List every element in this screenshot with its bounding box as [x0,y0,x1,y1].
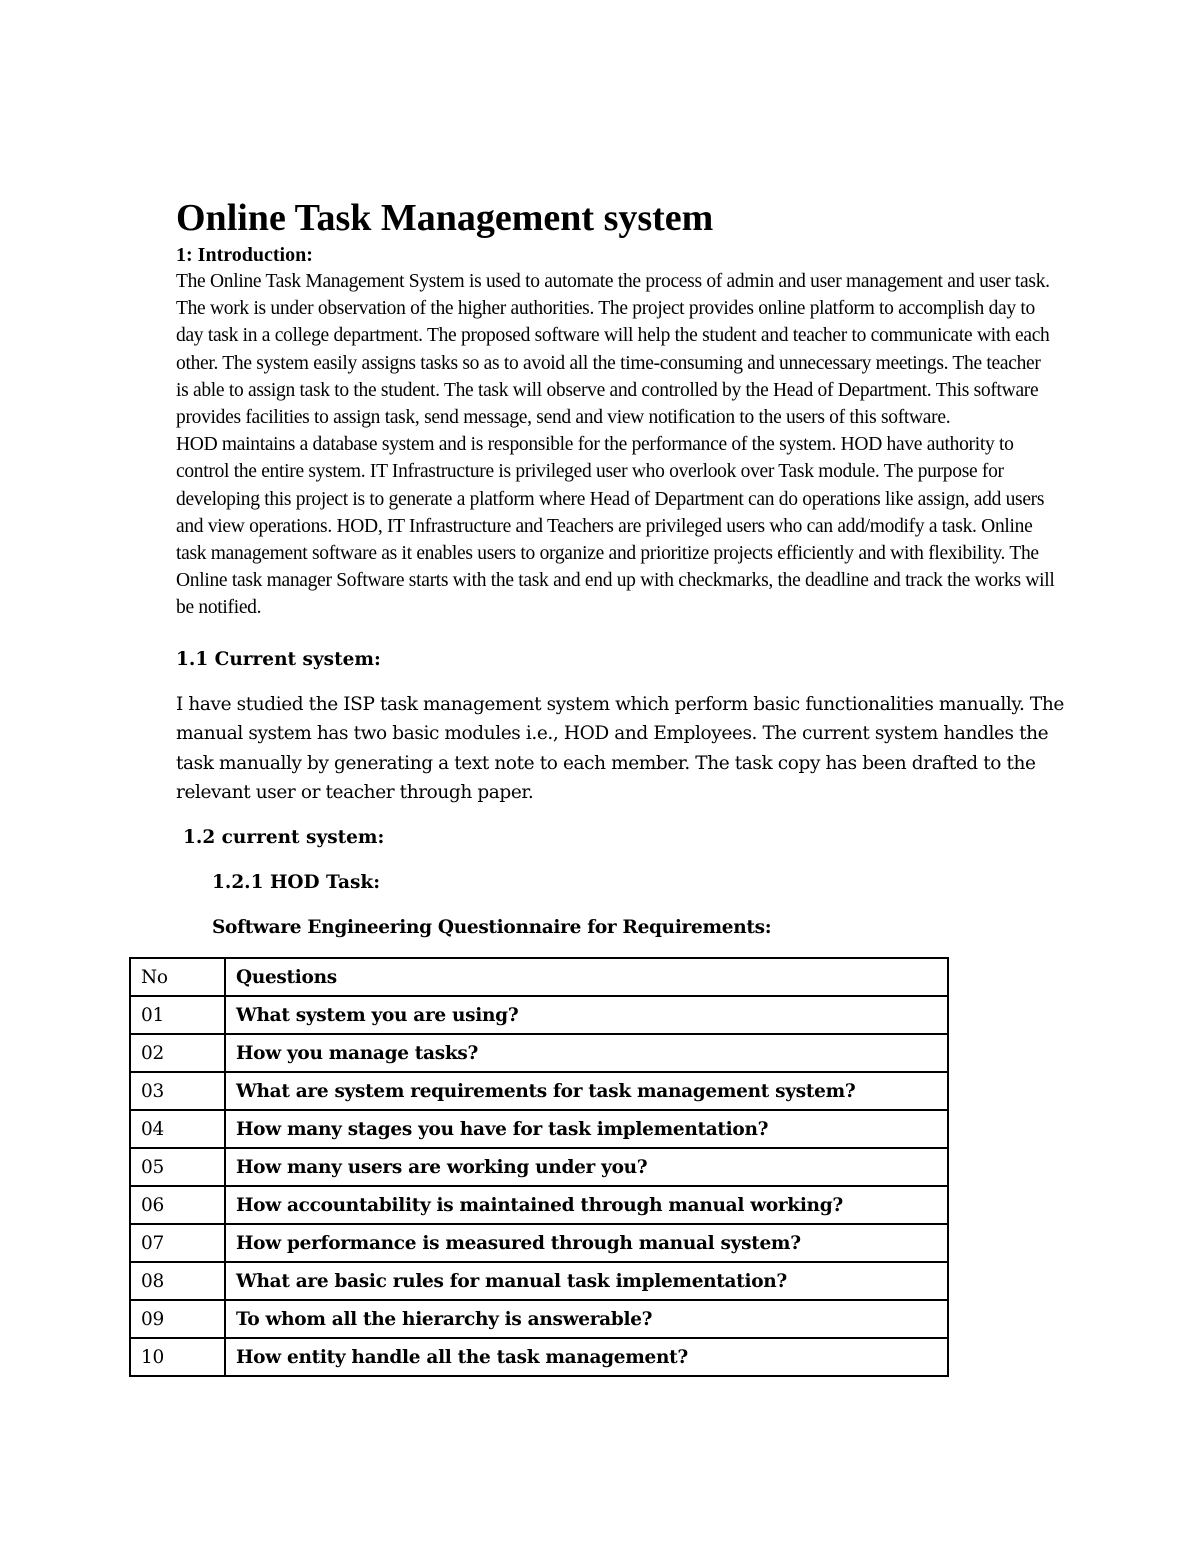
row-question: What system you are using? [225,996,948,1034]
table-row [130,1300,948,1338]
row-question: To whom all the hierarchy is answerable? [225,1300,948,1338]
current-system-2-heading: 1.2 current system: [183,827,385,848]
row-question: How you manage tasks? [225,1034,948,1072]
row-question: How many users are working under you? [225,1148,948,1186]
current-system-body [176,690,1066,807]
column-header-questions: Questions [225,958,948,996]
questionnaire-heading: Software Engineering Questionnaire for Requirements: [212,917,772,938]
column-header-no: No [130,958,225,996]
row-question: How entity handle all the task management? [225,1338,948,1376]
hod-task-heading: 1.2.1 HOD Task: [212,872,381,893]
introduction-paragraph: HOD maintains a database system and is responsible for the performance of the system. HOD have authority to control the entire system. IT Infrastructure is privileged user who overlook over Task module. The purpose for developing this project is to generate a platform where Head of Department can do operations like assign, add users and view operations. HOD, IT Infrastructure and Teachers are privileged users who can add/modify a task. Online task management software as it enables users to organize and prioritize projects efficiently and with flexibility. The Online task manager Software starts with the task and end up with checkmarks, the deadline and track the works will be notified. [176,434,1055,619]
table-row [130,1110,948,1148]
row-question: What are system requirements for task management system? [225,1072,948,1110]
current-system-heading: 1.1 Current system: [176,649,381,670]
table-row [130,1224,948,1262]
introduction-heading: 1: Introduction: [176,244,313,266]
row-question: How accountability is maintained through manual working? [225,1186,948,1224]
row-number: 06 [130,1186,225,1224]
row-number: 05 [130,1148,225,1186]
row-question: How many stages you have for task implementation? [225,1110,948,1148]
table-row [130,1034,948,1072]
current-system-paragraph: I have studied the ISP task management system which perform basic functionalities manually. The manual system has two basic modules i.e., HOD and Employees. The current system handles the task manually by generating a text note to each member. The task copy has been drafted to the relevant user or teacher through paper. [176,694,1064,803]
row-number: 01 [130,996,225,1034]
row-number: 04 [130,1110,225,1148]
row-number: 10 [130,1338,225,1376]
row-question: How performance is measured through manual system? [225,1224,948,1262]
table-row [130,1148,948,1186]
row-number: 09 [130,1300,225,1338]
row-number: 02 [130,1034,225,1072]
row-number: 03 [130,1072,225,1110]
introduction-paragraph: The Online Task Management System is used to automate the process of admin and user management and user task. The work is under observation of the higher authorities. The project provides online platform to accomplish day to day task in a college department. The proposed software will help the student and teacher to communicate with each other. The system easily assigns tasks so as to avoid all the time-consuming and unnecessary meetings. The teacher is able to assign task to the student. The task will observe and controlled by the Head of Department. This software provides facilities to assign task, send message, send and view notification to the users of this software. [176,271,1050,429]
row-number: 08 [130,1262,225,1300]
introduction-body [176,268,1056,622]
table-row [130,1262,948,1300]
questionnaire-table [129,957,949,1377]
table-header-row [130,958,948,996]
document-title: Online Task Management system [176,197,714,239]
row-question: What are basic rules for manual task implementation? [225,1262,948,1300]
table-row [130,1186,948,1224]
table-row [130,1338,948,1376]
table-row [130,1072,948,1110]
table-row [130,996,948,1034]
row-number: 07 [130,1224,225,1262]
